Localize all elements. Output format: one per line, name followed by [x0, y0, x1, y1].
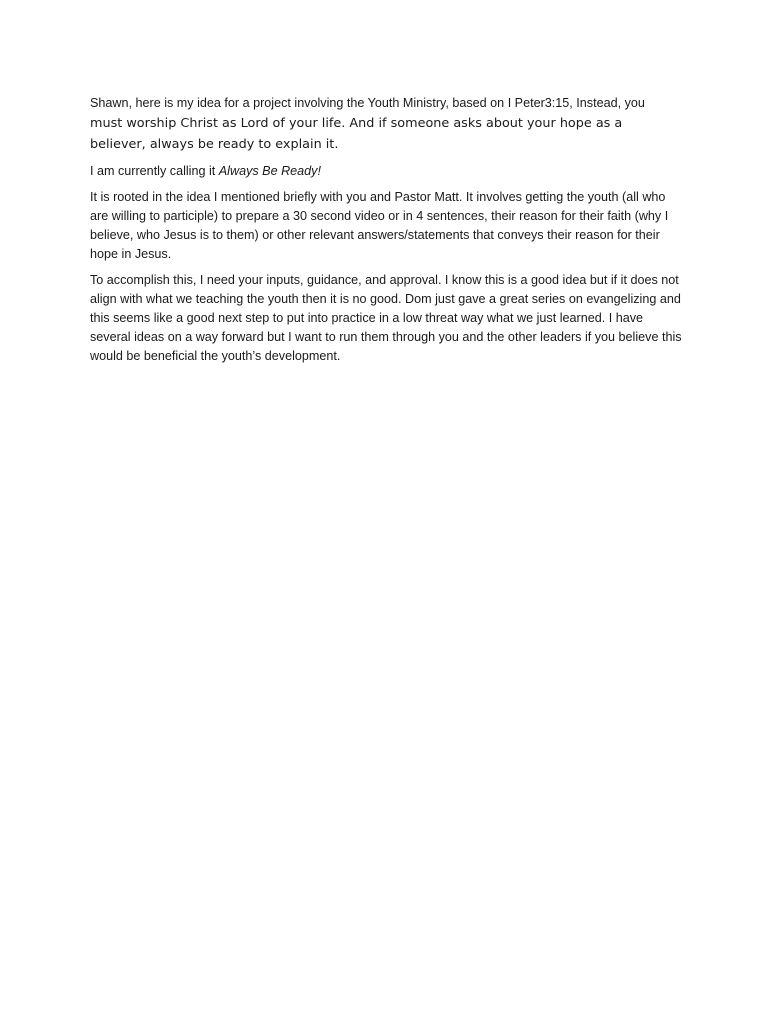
project-name-lead: I am currently calling it: [90, 164, 219, 178]
document-body: [90, 93, 682, 373]
bible-verse-text: must worship Christ as Lord of your life. And if someone asks about your hope as a believer, always be ready to explain it.: [90, 116, 623, 152]
intro-lead-text: Shawn, here is my idea for a project involving the Youth Ministry, based on I Peter3:15, Instead, you: [90, 96, 645, 110]
paragraph-intro: [90, 93, 682, 155]
paragraph-description: It is rooted in the idea I mentioned briefly with you and Pastor Matt. It involves getting the youth (all who are willing to participle) to prepare a 30 second video or in 4 sentences, their reason for their faith (why I believe, who Jesus is to them) or other relevant answers/statements that conveys their reason for their hope in Jesus.: [90, 190, 669, 261]
paragraph-project-name: [90, 162, 682, 181]
project-title: Always Be Ready!: [218, 164, 321, 178]
paragraph-request: To accomplish this, I need your inputs, guidance, and approval. I know this is a good idea but if it does not align with what we teaching the youth then it is no good. Dom just gave a great series on evangelizing and this seems like a good next step to put into practice in a low threat way what we just learned. I have several ideas on a way forward but I want to run them through you and the other leaders if you believe this would be beneficial the youth’s development.: [90, 273, 682, 363]
